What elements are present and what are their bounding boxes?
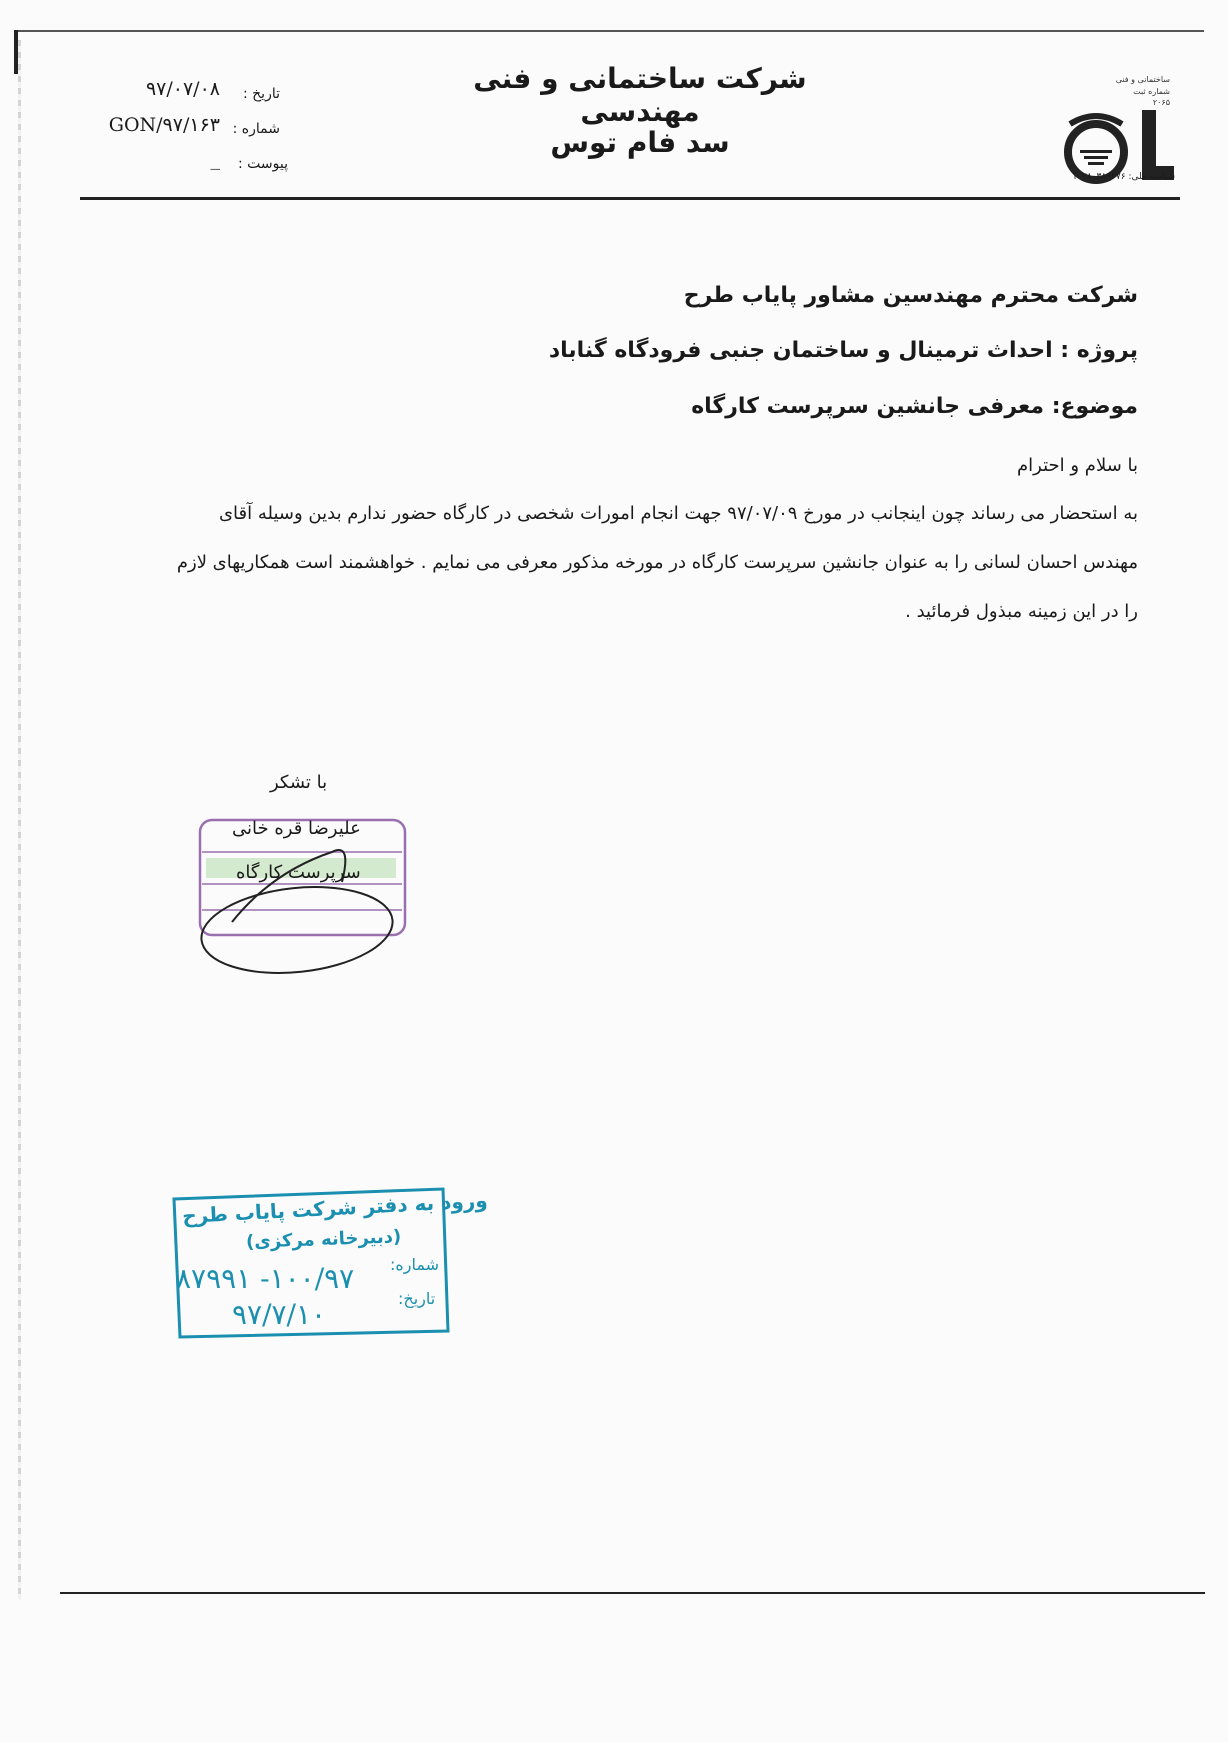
signer-name: علیرضا قره خانی: [232, 818, 361, 839]
date-label: تاریخ :: [242, 86, 280, 102]
receipt-number-label: شماره:: [390, 1255, 440, 1274]
greeting: با سلام و احترام: [1017, 455, 1138, 476]
body-line-2: مهندس احسان لسانی را به عنوان جانشین سرپرست کارگاه در مورخه مذکور معرفی می نمایم . خواهشمند است همکاریهای لازم: [176, 552, 1138, 573]
number-value: GON/۹۷/۱۶۳: [108, 114, 220, 136]
company-name: شرکت ساختمانی و فنی مهندسی: [473, 62, 807, 128]
company-subtitle: سد فام توس: [550, 126, 730, 159]
svg-text:ساختمانی و فنی: ساختمانی و فنی: [1115, 75, 1170, 84]
receipt-stamp-subheading: (دبیرخانه مرکزی): [245, 1226, 402, 1253]
svg-text:۲۰۶۵: ۲۰۶۵: [1152, 98, 1170, 107]
footer-rule: [60, 1592, 1205, 1594]
subject-line: موضوع: معرفی جانشین سرپرست کارگاه: [691, 394, 1138, 419]
signer-title: سرپرست کارگاه: [236, 862, 361, 883]
body-line-3: را در این زمینه مبذول فرمائید .: [905, 601, 1138, 622]
svg-text:شماره ثبت: شماره ثبت: [1133, 87, 1170, 96]
project-line: پروژه : احداث ترمینال و ساختمان جنبی فرودگاه گناباد: [548, 338, 1138, 363]
body-line-1: به استحضار می رساند چون اینجانب در مورخ ۹۷/۰۷/۰۹ جهت انجام امورات شخصی در کارگاه حضور ندارم بدین وسیله آقای: [218, 503, 1138, 524]
header-rule: [80, 197, 1180, 200]
attachment-value: _: [210, 148, 220, 170]
closing: با تشکر: [270, 772, 328, 793]
receipt-stamp-heading: ورود به دفتر شرکت پایاب طرح: [181, 1188, 489, 1228]
date-value: ۹۷/۰۷/۰۸: [145, 78, 220, 100]
recipient: شرکت محترم مهندسین مشاور پایاب طرح: [683, 283, 1138, 308]
scan-strip: [18, 40, 21, 1600]
receipt-date-value: ۹۷/۷/۱۰: [232, 1298, 327, 1331]
receipt-number-value: ۱۰۰/۹۷- ۸۷۹۹۱: [176, 1262, 355, 1295]
page-edge: [14, 30, 1204, 32]
attachment-label: پیوست :: [238, 156, 288, 172]
receipt-date-label: تاریخ:: [398, 1289, 436, 1308]
number-label: شماره :: [232, 121, 280, 137]
logo-caption: شناسه ملی: ۱۰۲۸۰۳۸۹۲۷۶: [1072, 172, 1175, 182]
